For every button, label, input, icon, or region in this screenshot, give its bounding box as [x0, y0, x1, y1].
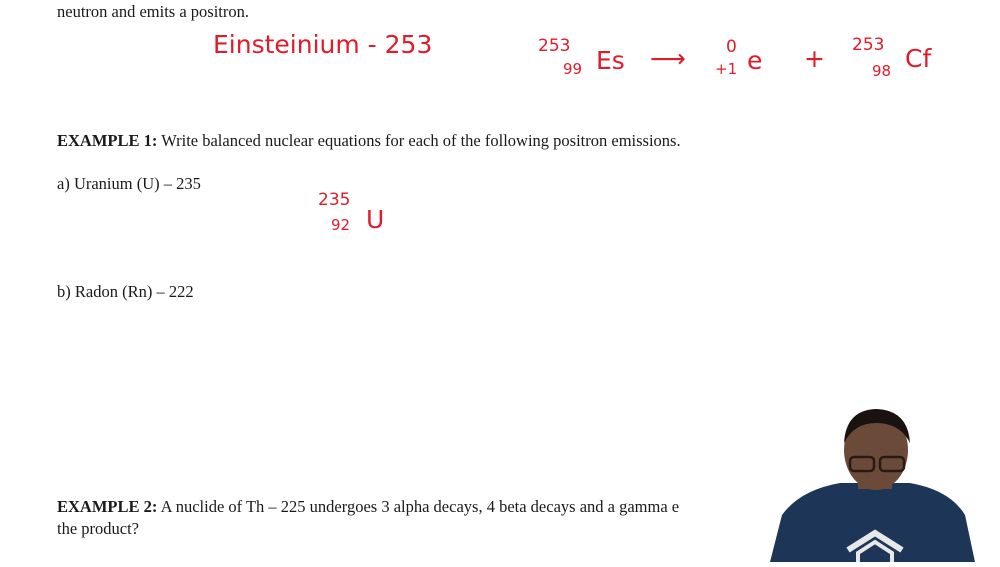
presenter-figure-icon [770, 405, 980, 562]
handwritten-element-name: Einsteinium - 253 [213, 30, 433, 59]
u-symbol: U [366, 205, 385, 234]
positron-symbol: e [747, 46, 763, 75]
part-b-label: b) Radon (Rn) – 222 [57, 282, 194, 301]
example-1-prompt [57, 131, 681, 151]
u-atomic-number: 92 [331, 216, 351, 234]
example-1-label: EXAMPLE 1: [57, 131, 158, 150]
example-2-prompt [57, 497, 679, 517]
intro-text-line: neutron and emits a positron. [57, 2, 250, 21]
cf-symbol: Cf [905, 44, 932, 73]
example-2-label: EXAMPLE 2: [57, 497, 158, 516]
positron-mass-number: 0 [726, 37, 737, 57]
example-2-text: A nuclide of Th – 225 undergoes 3 alpha decays, 4 beta decays and a gamma e [157, 497, 680, 516]
u-mass-number: 235 [318, 190, 351, 210]
es-atomic-number: 99 [563, 60, 583, 78]
reaction-arrow: ⟶ [650, 44, 686, 73]
es-mass-number: 253 [538, 36, 571, 56]
part-a-label: a) Uranium (U) – 235 [57, 174, 201, 193]
cf-mass-number: 253 [852, 35, 885, 55]
es-symbol: Es [596, 46, 625, 75]
plus-sign: + [804, 44, 825, 73]
example-1-text: Write balanced nuclear equations for each of the following positron emissions. [157, 131, 681, 150]
example-2-line-2: the product? [57, 519, 140, 538]
presenter-video-overlay [770, 405, 980, 562]
positron-charge: +1 [715, 60, 738, 78]
cf-atomic-number: 98 [872, 62, 892, 80]
